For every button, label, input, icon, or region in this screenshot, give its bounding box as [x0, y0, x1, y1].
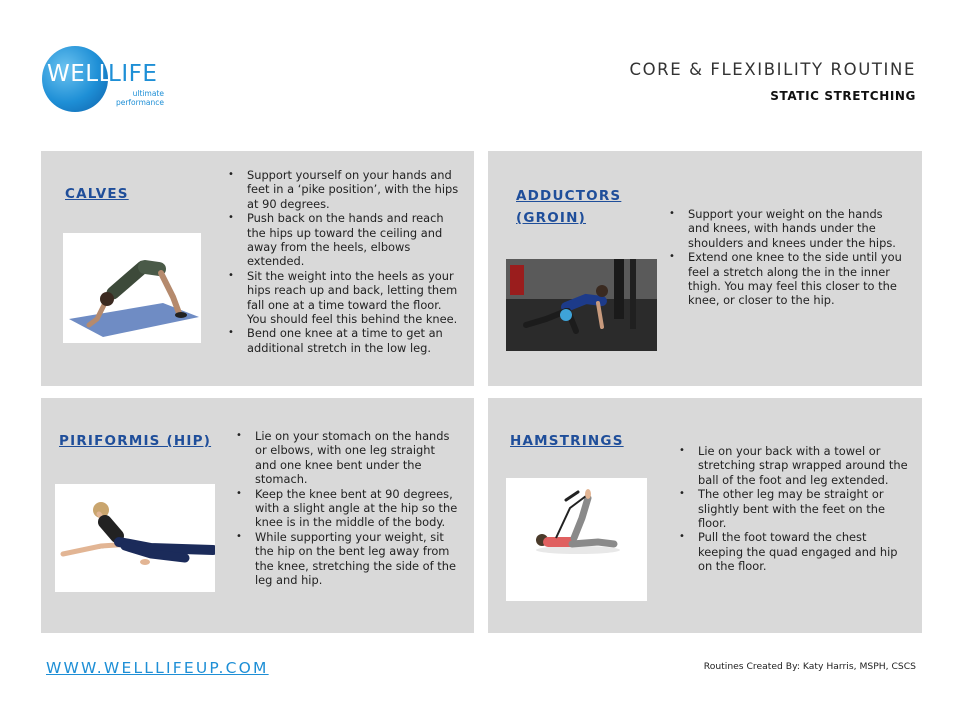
exercise-card-adductors — [488, 151, 922, 386]
calves-steps — [223, 168, 463, 355]
calves-stretch-photo — [63, 233, 201, 343]
step-item: • The other leg may be straight or slightly bent with the feet on the floor. — [674, 487, 910, 530]
page-subtitle: STATIC STRETCHING — [770, 89, 916, 103]
hamstrings-stretch-photo — [506, 478, 647, 601]
step-item: • Bend one knee at a time to get an additional stretch in the low leg. — [223, 326, 463, 355]
step-item: • Support yourself on your hands and feet in a ‘pike position’, with the hips at 90 degrees. — [223, 168, 463, 211]
exercise-title: HAMSTRINGS — [510, 433, 624, 449]
piriformis-steps — [231, 429, 459, 587]
adductors-stretch-photo — [506, 259, 657, 351]
exercise-card-piriformis — [41, 398, 474, 633]
step-item: • While supporting your weight, sit the hip on the bent leg away from the knee, stretching the side of the leg and hip. — [231, 530, 459, 588]
hamstrings-steps — [674, 444, 910, 574]
step-item: • Extend one knee to the side until you feel a stretch along the in the inner thigh. You may feel this closer to the knee, or closer to the hip. — [664, 250, 904, 308]
adductors-steps — [664, 207, 904, 308]
exercise-card-hamstrings — [488, 398, 922, 633]
step-item: • Push back on the hands and reach the hips up toward the ceiling and away from the heels, elbows extended. — [223, 211, 463, 269]
exercise-card-calves — [41, 151, 474, 386]
routine-credit: Routines Created By: Katy Harris, MSPH, CSCS — [703, 661, 916, 672]
logo-tagline: ultimate performance — [115, 89, 164, 107]
website-link[interactable]: WWW.WELLLIFEUP.COM — [46, 659, 269, 677]
page-title: CORE & FLEXIBILITY ROUTINE — [629, 60, 916, 79]
step-item: • Keep the knee bent at 90 degrees, with a slight angle at the hip so the knee is in the middle of the body. — [231, 487, 459, 530]
exercise-title: ADDUCTORS (GROIN) — [516, 188, 622, 226]
logo-word-well: WELL — [47, 61, 112, 87]
piriformis-stretch-photo — [55, 484, 215, 592]
exercise-title: PIRIFORMIS (HIP) — [59, 433, 212, 449]
step-item: • Pull the foot toward the chest keeping the quad engaged and hip on the floor. — [674, 530, 910, 573]
step-item: • Lie on your stomach on the hands or elbows, with one leg straight and one knee bent under the stomach. — [231, 429, 459, 487]
logo-word-life: LIFE — [108, 61, 158, 87]
welllife-logo — [42, 46, 172, 116]
step-item: • Sit the weight into the heels as your hips reach up and back, letting them fall one at a time toward the floor. You should feel this behind the knee. — [223, 269, 463, 327]
step-item: • Lie on your back with a towel or stretching strap wrapped around the ball of the foot and leg extended. — [674, 444, 910, 487]
step-item: • Support your weight on the hands and knees, with hands under the shoulders and knees under the hips. — [664, 207, 904, 250]
exercise-title: CALVES — [65, 186, 129, 202]
